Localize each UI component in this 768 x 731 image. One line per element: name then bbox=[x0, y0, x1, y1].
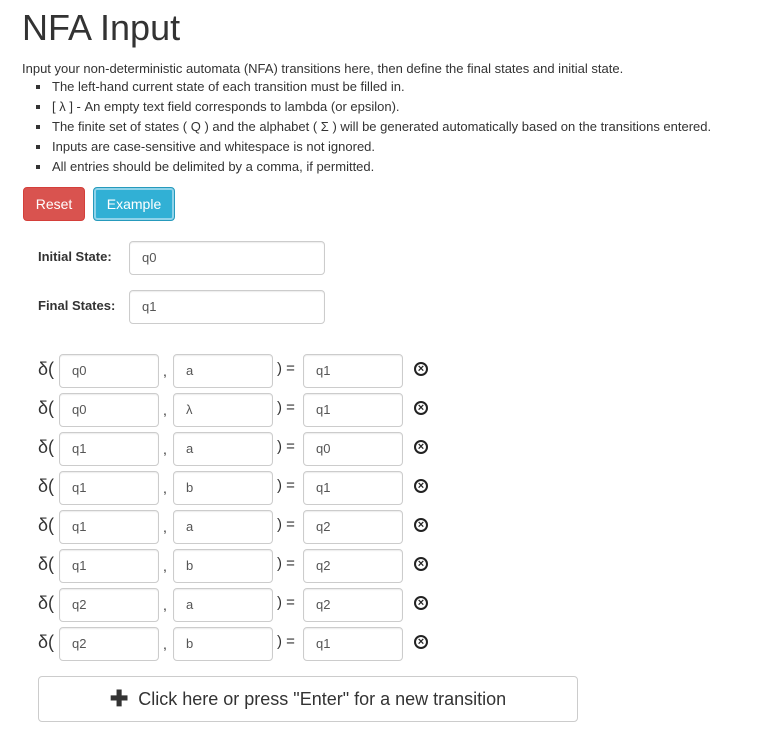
remove-transition-icon[interactable]: × bbox=[414, 479, 428, 493]
comma-separator: , bbox=[163, 441, 167, 457]
transition-symbol-input[interactable]: b bbox=[173, 471, 273, 505]
delta-symbol: δ( bbox=[38, 632, 55, 652]
equals-sign: ) = bbox=[277, 555, 295, 572]
add-transition-label: Click here or press "Enter" for a new transition bbox=[138, 689, 507, 709]
transition-row bbox=[0, 354, 768, 388]
equals-sign: ) = bbox=[277, 633, 295, 650]
transition-from-input[interactable]: q1 bbox=[59, 471, 159, 505]
remove-transition-icon[interactable]: × bbox=[414, 440, 428, 454]
final-states-label: Final States: bbox=[38, 298, 116, 313]
comma-separator: , bbox=[163, 363, 167, 379]
remove-transition-icon[interactable]: × bbox=[414, 362, 428, 376]
transition-row bbox=[0, 510, 768, 544]
page-title: NFA Input bbox=[22, 7, 181, 48]
transition-to-input[interactable]: q1 bbox=[303, 354, 403, 388]
transition-to-input[interactable]: q2 bbox=[303, 510, 403, 544]
comma-separator: , bbox=[163, 558, 167, 574]
transition-from-input[interactable]: q1 bbox=[59, 432, 159, 466]
equals-sign: ) = bbox=[277, 477, 295, 494]
add-transition-button[interactable] bbox=[38, 676, 578, 722]
transition-row bbox=[0, 393, 768, 427]
plus-icon: ✚ bbox=[109, 686, 129, 711]
delta-symbol: δ( bbox=[38, 359, 55, 379]
transition-to-input[interactable]: q2 bbox=[303, 549, 403, 583]
transition-row bbox=[0, 471, 768, 505]
remove-transition-icon[interactable]: × bbox=[414, 518, 428, 532]
transition-row bbox=[0, 432, 768, 466]
comma-separator: , bbox=[163, 480, 167, 496]
transition-from-input[interactable]: q0 bbox=[59, 393, 159, 427]
remove-transition-icon[interactable]: × bbox=[414, 401, 428, 415]
transition-to-input[interactable]: q0 bbox=[303, 432, 403, 466]
example-button[interactable]: Example bbox=[93, 187, 175, 221]
instruction-item: [ λ ] - An empty text field corresponds to lambda (or epsilon). bbox=[52, 97, 711, 117]
delta-symbol: δ( bbox=[38, 398, 55, 418]
remove-transition-icon[interactable]: × bbox=[414, 635, 428, 649]
transition-to-input[interactable]: q1 bbox=[303, 627, 403, 661]
remove-transition-icon[interactable]: × bbox=[414, 596, 428, 610]
delta-symbol: δ( bbox=[38, 593, 55, 613]
transition-row bbox=[0, 588, 768, 622]
intro-text: Input your non-deterministic automata (NFA) transitions here, then define the final states and initial state. bbox=[22, 61, 624, 76]
instruction-item: All entries should be delimited by a comma, if permitted. bbox=[52, 157, 711, 177]
transition-to-input[interactable]: q2 bbox=[303, 588, 403, 622]
transition-symbol-input[interactable]: a bbox=[173, 354, 273, 388]
instruction-item: The finite set of states ( Q ) and the alphabet ( Σ ) will be generated automatically based on the transitions entered. bbox=[52, 117, 711, 137]
transition-from-input[interactable]: q0 bbox=[59, 354, 159, 388]
initial-state-input[interactable]: q0 bbox=[129, 241, 325, 275]
equals-sign: ) = bbox=[277, 594, 295, 611]
transition-from-input[interactable]: q1 bbox=[59, 510, 159, 544]
transition-symbol-input[interactable]: b bbox=[173, 627, 273, 661]
reset-button[interactable]: Reset bbox=[23, 187, 85, 221]
comma-separator: , bbox=[163, 636, 167, 652]
delta-symbol: δ( bbox=[38, 554, 55, 574]
comma-separator: , bbox=[163, 519, 167, 535]
instruction-item: Inputs are case-sensitive and whitespace is not ignored. bbox=[52, 137, 711, 157]
transition-row bbox=[0, 627, 768, 661]
final-states-input[interactable]: q1 bbox=[129, 290, 325, 324]
transition-row bbox=[0, 549, 768, 583]
transition-from-input[interactable]: q2 bbox=[59, 627, 159, 661]
delta-symbol: δ( bbox=[38, 476, 55, 496]
transition-to-input[interactable]: q1 bbox=[303, 471, 403, 505]
equals-sign: ) = bbox=[277, 360, 295, 377]
transition-symbol-input[interactable]: b bbox=[173, 549, 273, 583]
transition-symbol-input[interactable]: a bbox=[173, 588, 273, 622]
initial-state-label: Initial State: bbox=[38, 249, 112, 264]
transition-symbol-input[interactable]: a bbox=[173, 432, 273, 466]
transition-symbol-input[interactable]: a bbox=[173, 510, 273, 544]
delta-symbol: δ( bbox=[38, 437, 55, 457]
transition-from-input[interactable]: q2 bbox=[59, 588, 159, 622]
comma-separator: , bbox=[163, 597, 167, 613]
delta-symbol: δ( bbox=[38, 515, 55, 535]
comma-separator: , bbox=[163, 402, 167, 418]
transition-to-input[interactable]: q1 bbox=[303, 393, 403, 427]
equals-sign: ) = bbox=[277, 516, 295, 533]
transition-from-input[interactable]: q1 bbox=[59, 549, 159, 583]
remove-transition-icon[interactable]: × bbox=[414, 557, 428, 571]
instructions-list bbox=[22, 77, 711, 177]
equals-sign: ) = bbox=[277, 438, 295, 455]
transition-symbol-input[interactable]: λ bbox=[173, 393, 273, 427]
instruction-item: The left-hand current state of each transition must be filled in. bbox=[52, 77, 711, 97]
equals-sign: ) = bbox=[277, 399, 295, 416]
